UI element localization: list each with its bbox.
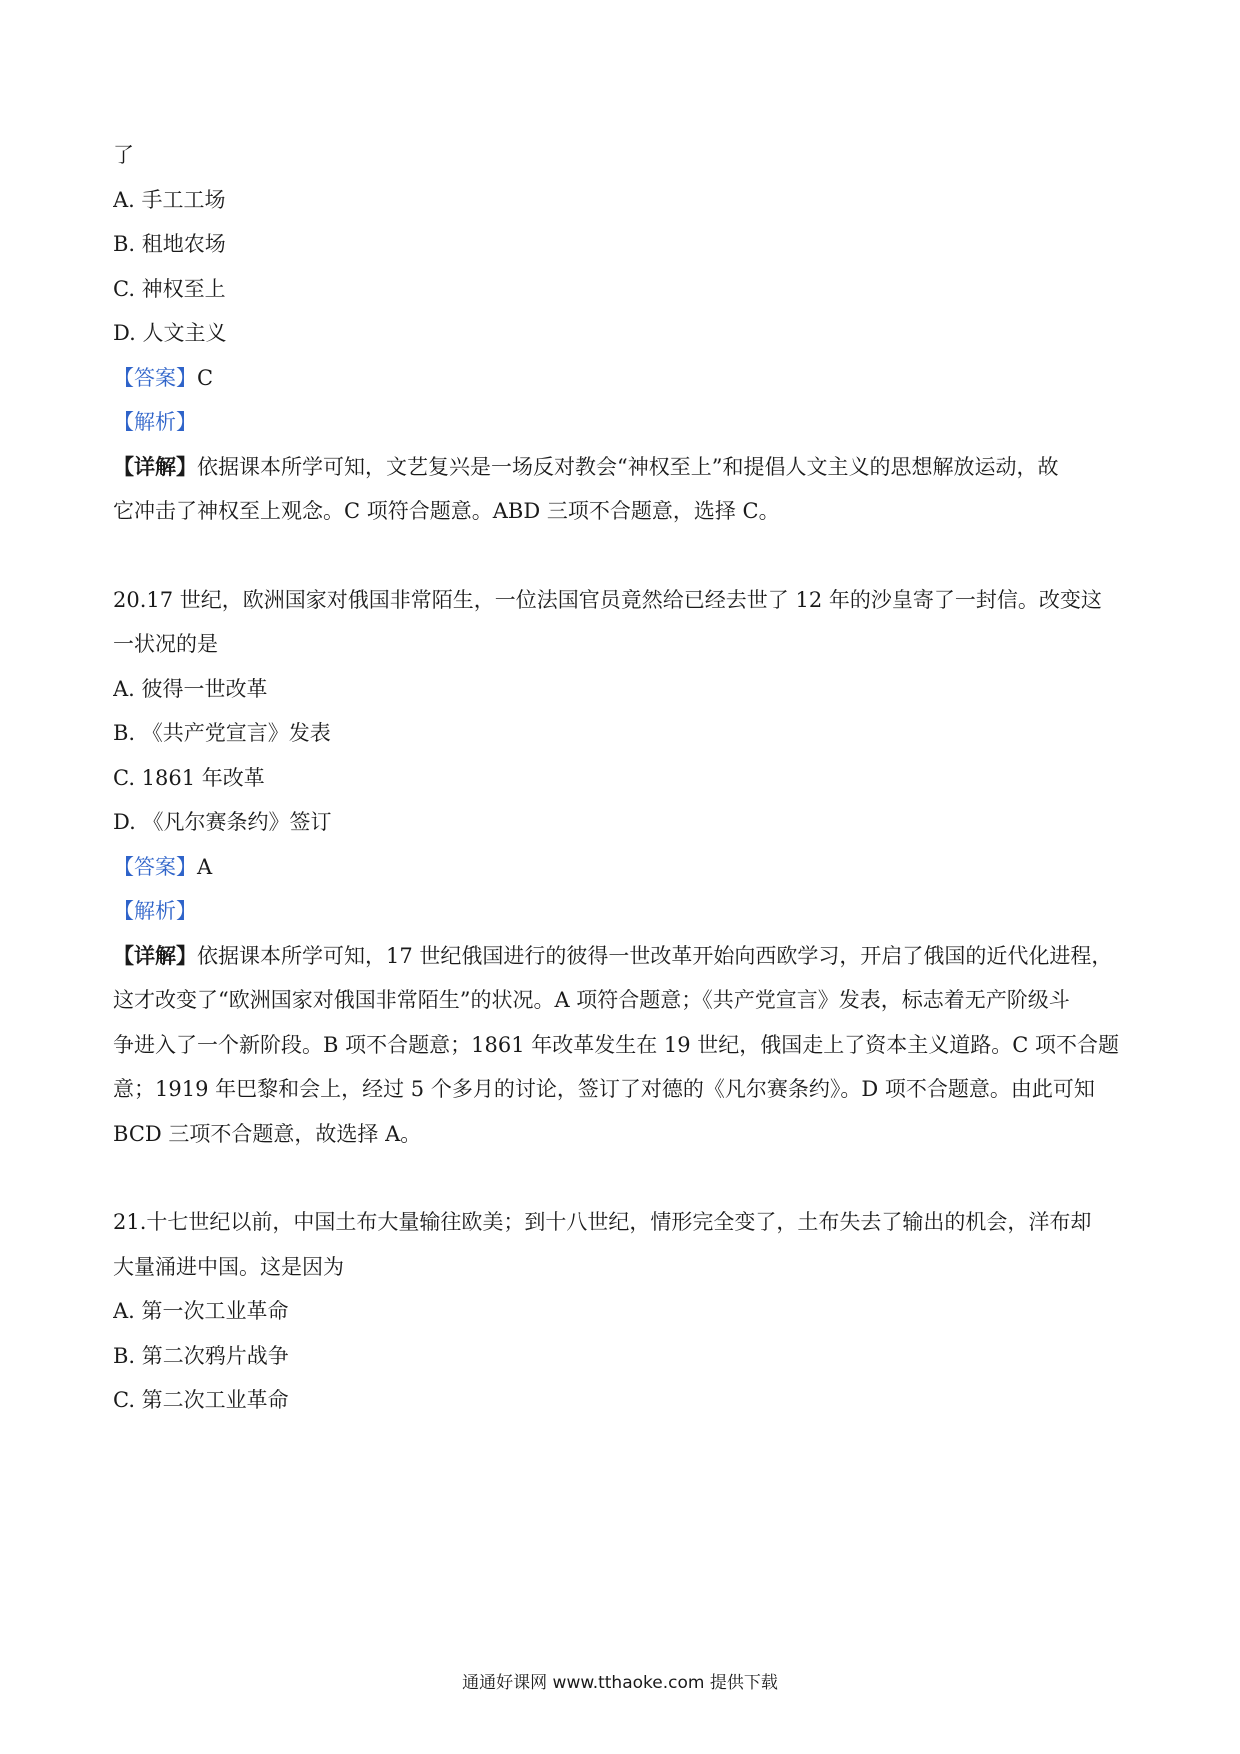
- q20-option-c: C. 1861 年改革: [113, 766, 265, 790]
- answer-label: 【答案】: [113, 855, 197, 879]
- q19-answer: [113, 363, 1133, 393]
- q19-detail-line-1: [113, 452, 1133, 482]
- q19-detail-line-2: 它冲击了神权至上观念。C 项符合题意。ABD 三项不合题意，选择 C。: [113, 499, 780, 523]
- q19-stem-tail: 了: [113, 143, 134, 167]
- q20-analysis-label: 【解析】: [113, 899, 197, 923]
- answer-label: 【答案】: [113, 366, 197, 390]
- q20-detail-line-5: BCD 三项不合题意，故选择 A。: [113, 1122, 422, 1146]
- detail-label: 【详解】: [113, 943, 197, 968]
- detail-text: 依据课本所学可知，文艺复兴是一场反对教会“神权至上”和提倡人文主义的思想解放运动，故: [197, 455, 1059, 479]
- detail-label: 【详解】: [113, 454, 197, 479]
- q19-option-c: C. 神权至上: [113, 277, 226, 301]
- q20-detail-line-1: [113, 941, 1133, 971]
- q21-option-c: C. 第二次工业革命: [113, 1388, 289, 1412]
- q21-stem-line-1: 21.十七世纪以前，中国土布大量输往欧美；到十八世纪，情形完全变了，土布失去了输出的机会，洋布却: [113, 1210, 1092, 1234]
- q21-option-a: A. 第一次工业革命: [113, 1299, 289, 1323]
- q20-detail-line-4: 意；1919 年巴黎和会上，经过 5 个多月的讨论，签订了对德的《凡尔赛条约》。D 项不合题意。由此可知: [113, 1077, 1095, 1101]
- answer-value: C: [197, 366, 214, 390]
- q19-analysis-label: 【解析】: [113, 410, 197, 434]
- q19-option-b: B. 租地农场: [113, 232, 226, 256]
- q20-option-a: A. 彼得一世改革: [113, 677, 268, 701]
- q19-option-a: A. 手工工场: [113, 188, 226, 212]
- q20-answer: [113, 852, 1133, 882]
- q20-option-d: D. 《凡尔赛条约》签订: [113, 810, 332, 834]
- q20-stem-line-1: 20.17 世纪，欧洲国家对俄国非常陌生，一位法国官员竟然给已经去世了 12 年的沙皇寄了一封信。改变这: [113, 588, 1102, 612]
- page-footer: 通通好课网 www.tthaoke.com 提供下载: [462, 1673, 778, 1693]
- q21-option-b: B. 第二次鸦片战争: [113, 1344, 289, 1368]
- answer-value: A: [197, 855, 213, 879]
- q19-option-d: D. 人文主义: [113, 321, 227, 345]
- q20-stem-line-2: 一状况的是: [113, 632, 218, 656]
- detail-text: 依据课本所学可知，17 世纪俄国进行的彼得一世改革开始向西欧学习，开启了俄国的近代化进程，: [197, 944, 1113, 968]
- q20-option-b: B. 《共产党宣言》发表: [113, 721, 331, 745]
- q20-detail-line-2: 这才改变了“欧洲国家对俄国非常陌生”的状况。A 项符合题意；《共产党宣言》发表，标志着无产阶级斗: [113, 988, 1070, 1012]
- q21-stem-line-2: 大量涌进中国。这是因为: [113, 1255, 344, 1279]
- q20-detail-line-3: 争进入了一个新阶段。B 项不合题意；1861 年改革发生在 19 世纪，俄国走上了资本主义道路。C 项不合题: [113, 1033, 1120, 1057]
